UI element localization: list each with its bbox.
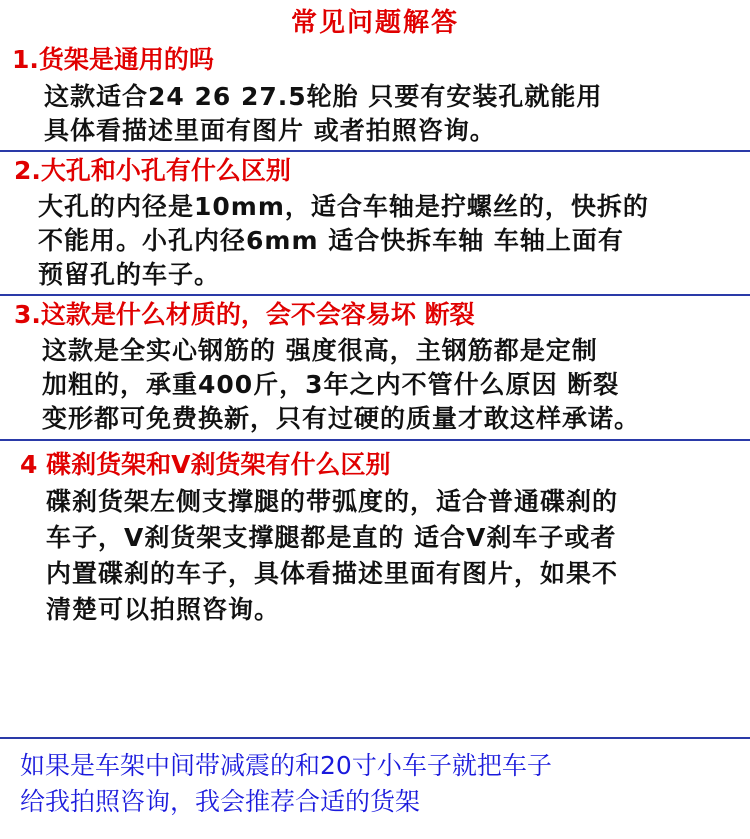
faq-2-answer-line: 预留孔的车子。	[38, 260, 221, 289]
faq-4-answer	[46, 484, 618, 628]
faq-4-answer-line: 清楚可以拍照咨询。	[46, 595, 281, 624]
faq-2-question: 2.大孔和小孔有什么区别	[14, 156, 291, 185]
section-divider	[0, 439, 750, 441]
faq-4-answer-line: 内置碟刹的车子，具体看描述里面有图片，如果不	[46, 559, 619, 588]
faq-1-answer-line: 这款适合24 26 27.5轮胎 只要有安装孔就能用	[44, 82, 603, 111]
faq-4-question: 4 碟刹货架和V刹货架有什么区别	[20, 450, 391, 479]
faq-2-answer	[38, 190, 649, 292]
faq-4-answer-line: 车子，V刹货架支撑腿都是直的 适合V刹车子或者	[46, 523, 617, 552]
faq-3-answer-line: 加粗的，承重400斤，3年之内不管什么原因 断裂	[42, 370, 620, 399]
faq-3-answer	[42, 334, 640, 436]
footer-line: 如果是车架中间带减震的和20寸小车子就把车子	[20, 751, 552, 780]
faq-1-question: 1.货架是通用的吗	[12, 45, 214, 74]
faq-2-answer-line: 大孔的内径是10mm，适合车轴是拧螺丝的，快拆的	[38, 192, 649, 221]
section-divider	[0, 294, 750, 296]
faq-1-answer	[44, 80, 602, 148]
faq-4-answer-line: 碟刹货架左侧支撑腿的带弧度的，适合普通碟刹的	[46, 487, 619, 516]
page-title: 常见问题解答	[290, 8, 459, 38]
faq-3-question: 3.这款是什么材质的，会不会容易坏 断裂	[14, 300, 475, 329]
footer-line: 给我拍照咨询，我会推荐合适的货架	[20, 787, 421, 816]
faq-2-answer-line: 不能用。小孔内径6mm 适合快拆车轴 车轴上面有	[38, 226, 624, 255]
footer-divider	[0, 737, 750, 739]
section-divider	[0, 150, 750, 152]
faq-1-answer-line: 具体看描述里面有图片 或者拍照咨询。	[44, 116, 496, 145]
footer-note	[20, 748, 552, 820]
faq-3-answer-line: 这款是全实心钢筋的 强度很高，主钢筋都是定制	[42, 336, 598, 365]
faq-3-answer-line: 变形都可免费换新，只有过硬的质量才敢这样承诺。	[42, 404, 641, 433]
